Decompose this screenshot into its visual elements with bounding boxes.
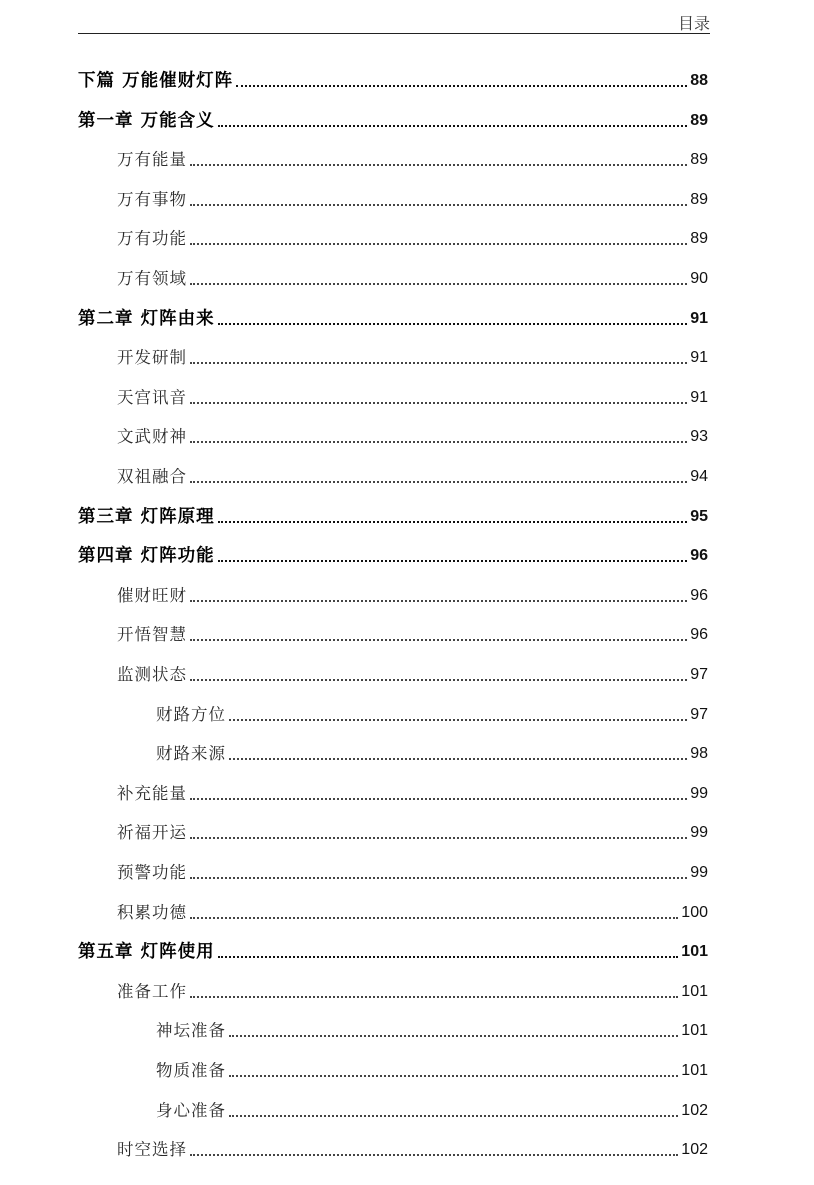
dot-leader (190, 877, 687, 879)
dot-leader (190, 402, 687, 404)
toc-entry[interactable] (156, 1091, 708, 1121)
toc-entry-title: 催财旺财 (117, 585, 187, 605)
toc-entry-page: 93 (690, 428, 708, 446)
toc-entry-page: 90 (690, 270, 708, 287)
toc-entry[interactable] (117, 615, 708, 645)
toc-entry[interactable] (78, 61, 708, 91)
dot-leader (190, 996, 678, 998)
toc-entry-title: 神坛准备 (156, 1021, 226, 1041)
toc-entry-page: 99 (690, 784, 708, 802)
dot-leader (236, 85, 687, 87)
toc-entry-page: 89 (690, 111, 708, 129)
toc-entry-page: 89 (690, 230, 708, 248)
dot-leader (190, 1154, 678, 1156)
toc-entry-page: 96 (690, 626, 708, 644)
toc-entry[interactable] (117, 774, 708, 804)
toc-entry-page: 89 (690, 190, 708, 208)
toc-entry-page: 102 (681, 1101, 708, 1119)
dot-leader (190, 204, 687, 206)
dot-leader (229, 1035, 678, 1037)
toc-entry-title: 物质准备 (156, 1061, 226, 1080)
toc-entry-page: 96 (690, 547, 708, 565)
toc-entry-title: 第五章 灯阵使用 (78, 942, 215, 963)
toc-entry[interactable] (156, 734, 708, 764)
dot-leader (218, 560, 688, 562)
toc-entry[interactable] (117, 853, 708, 883)
toc-entry[interactable] (78, 101, 708, 131)
dot-leader (229, 758, 687, 760)
toc-entry-title: 万有领域 (117, 269, 187, 288)
toc-entry-title: 文武财神 (117, 427, 187, 447)
toc-entry-title: 第三章 灯阵原理 (78, 506, 215, 527)
toc-entry[interactable] (78, 497, 708, 527)
toc-entry[interactable] (117, 576, 708, 606)
dot-leader (190, 917, 678, 919)
toc-entry-title: 祈福开运 (117, 823, 187, 843)
toc-entry-title: 监测状态 (117, 665, 187, 684)
dot-leader (229, 1075, 678, 1077)
toc-entry-page: 91 (690, 309, 708, 327)
toc-entry[interactable] (156, 1011, 708, 1041)
toc-entry-page: 88 (690, 72, 708, 89)
toc-entry-page: 98 (690, 745, 708, 763)
toc-entry-page: 95 (690, 507, 708, 525)
toc-entry-title: 身心准备 (156, 1100, 226, 1120)
toc-entry-title: 准备工作 (117, 981, 187, 1001)
dot-leader (190, 837, 687, 839)
toc-entry[interactable] (78, 932, 708, 962)
toc-entry[interactable] (117, 338, 708, 368)
toc-entry-title: 财路来源 (156, 744, 226, 764)
toc-entry-title: 下篇 万能催财灯阵 (78, 71, 234, 91)
toc-entry-page: 97 (690, 666, 708, 683)
toc-entry[interactable] (117, 180, 708, 210)
dot-leader (229, 719, 687, 721)
toc-entry-page: 101 (681, 982, 708, 1000)
toc-entry[interactable] (117, 972, 708, 1002)
toc-entry[interactable] (117, 457, 708, 487)
dot-leader (190, 600, 687, 602)
toc-entry-title: 时空选择 (117, 1140, 187, 1160)
toc-entry-title: 开发研制 (117, 348, 187, 368)
dot-leader (190, 798, 687, 800)
header-title: 目录 (677, 14, 710, 33)
dot-leader (190, 639, 687, 641)
toc-entry[interactable] (117, 655, 708, 685)
toc-entry-title: 双祖融合 (117, 467, 187, 486)
toc-entry[interactable] (78, 299, 708, 329)
toc-entry-page: 102 (681, 1141, 708, 1159)
toc-entry-page: 101 (681, 1022, 708, 1040)
toc-entry-title: 积累功德 (117, 902, 187, 922)
toc-entry[interactable] (156, 1051, 708, 1081)
dot-leader (190, 441, 687, 443)
toc-entry[interactable] (117, 813, 708, 843)
toc-entry-page: 97 (690, 705, 708, 723)
dot-leader (218, 323, 688, 325)
dot-leader (218, 521, 688, 523)
toc-entry-title: 开悟智慧 (117, 625, 187, 645)
toc-entry-page: 101 (681, 1062, 708, 1079)
toc-entry[interactable] (117, 219, 708, 249)
toc-entry-page: 91 (690, 388, 708, 406)
toc-entry-title: 万有事物 (117, 189, 187, 209)
toc-entry-title: 第一章 万能含义 (78, 110, 215, 131)
toc-entry-page: 89 (690, 151, 708, 169)
toc-entry-page: 96 (690, 586, 708, 604)
toc-entry-title: 补充能量 (117, 783, 187, 803)
dot-leader (229, 1115, 678, 1117)
toc-entry-title: 预警功能 (117, 863, 187, 882)
toc-entry-page: 91 (690, 349, 708, 367)
toc-entry[interactable] (117, 140, 708, 170)
toc-entry-title: 第四章 灯阵功能 (78, 546, 215, 567)
dot-leader (218, 125, 688, 127)
toc-entry-title: 天宫讯音 (117, 387, 187, 407)
toc-entry-title: 财路方位 (156, 704, 226, 724)
dot-leader (190, 362, 687, 364)
toc-entry-page: 99 (690, 824, 708, 842)
dot-leader (190, 481, 687, 483)
toc-entry-page: 99 (690, 864, 708, 881)
toc-entry[interactable] (156, 695, 708, 725)
toc-entry-page: 101 (681, 943, 708, 961)
dot-leader (218, 956, 679, 958)
dot-leader (190, 283, 687, 285)
toc-entry-title: 第二章 灯阵由来 (78, 308, 215, 329)
toc-entry[interactable] (117, 893, 708, 923)
toc-entry[interactable] (117, 1130, 708, 1160)
toc-entry-page: 100 (681, 903, 708, 921)
toc-entry[interactable] (117, 378, 708, 408)
toc-entry-title: 万有能量 (117, 150, 187, 170)
toc-entry[interactable] (78, 536, 708, 566)
toc-entry[interactable] (117, 417, 708, 447)
toc-entry-title: 万有功能 (117, 229, 187, 249)
dot-leader (190, 243, 687, 245)
dot-leader (190, 679, 687, 681)
toc-entry-page: 94 (690, 468, 708, 485)
dot-leader (190, 164, 687, 166)
toc-entry[interactable] (117, 259, 708, 289)
